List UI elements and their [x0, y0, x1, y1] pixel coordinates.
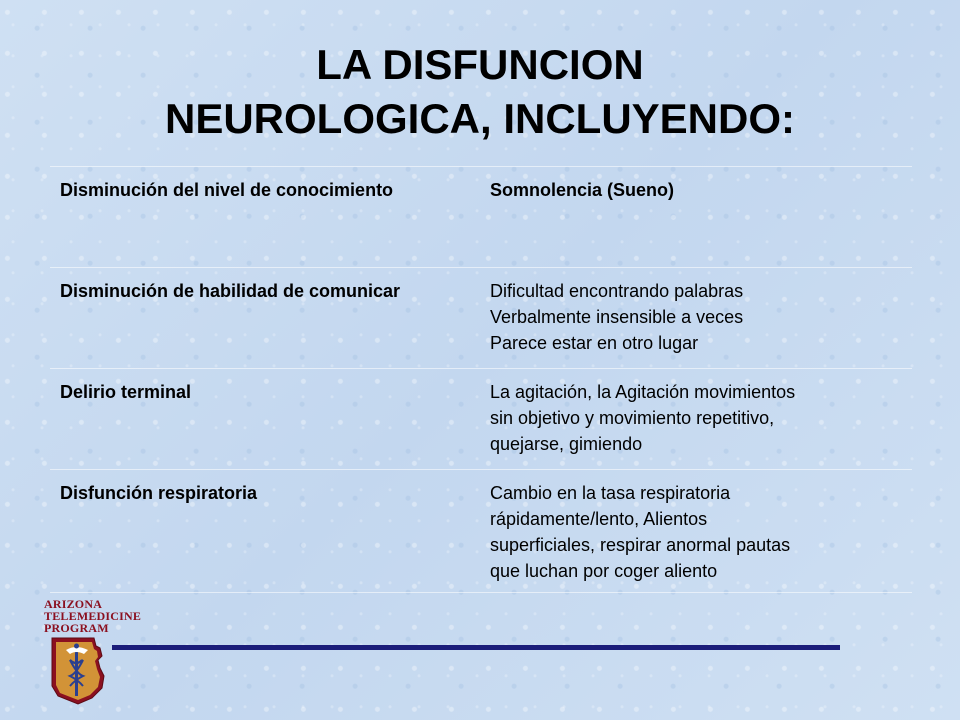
arizona-caduceus-icon: [48, 636, 112, 706]
logo-wordmark: [44, 597, 142, 635]
table-row: [50, 368, 912, 469]
logo-line-1: ARIZONA: [44, 597, 103, 611]
description-line: quejarse, gimiendo: [490, 434, 643, 454]
description-line: rápidamente/lento, Alientos: [490, 509, 708, 529]
symptom-table: [50, 166, 912, 593]
description-line: Verbalmente insensible a veces: [490, 307, 744, 327]
row-description: [490, 379, 910, 457]
title-line-2: NEUROLOGICA, INCLUYENDO:: [165, 95, 795, 142]
description-line: Dificultad encontrando palabras: [490, 281, 744, 301]
logo-line-3: PROGRAM: [44, 621, 109, 635]
description-line: que luchan por coger aliento: [490, 561, 718, 581]
description-line: Cambio en la tasa respiratoria: [490, 483, 731, 503]
table-row: [50, 469, 912, 593]
description-line: superficiales, respirar anormal pautas: [490, 535, 791, 555]
table-row: [50, 267, 912, 368]
row-description: [490, 480, 910, 584]
logo-line-2: TELEMEDICINE: [44, 609, 142, 623]
row-label: Delirio terminal: [60, 382, 192, 402]
row-label: Disfunción respiratoria: [60, 483, 258, 503]
row-description: [490, 278, 910, 356]
arizona-telemedicine-logo: [44, 597, 142, 710]
row-label: Disminución del nivel de conocimiento: [60, 180, 394, 200]
divider-rule: [112, 645, 840, 650]
table-row: [50, 166, 912, 267]
description-line: Somnolencia (Sueno): [490, 180, 675, 200]
title-line-1: LA DISFUNCION: [316, 41, 644, 88]
row-description: [490, 177, 910, 203]
description-line: sin objetivo y movimiento repetitivo,: [490, 408, 775, 428]
row-label: Disminución de habilidad de comunicar: [60, 281, 401, 301]
description-line: La agitación, la Agitación movimientos: [490, 382, 796, 402]
slide-title: [0, 38, 960, 146]
description-line: Parece estar en otro lugar: [490, 333, 699, 353]
